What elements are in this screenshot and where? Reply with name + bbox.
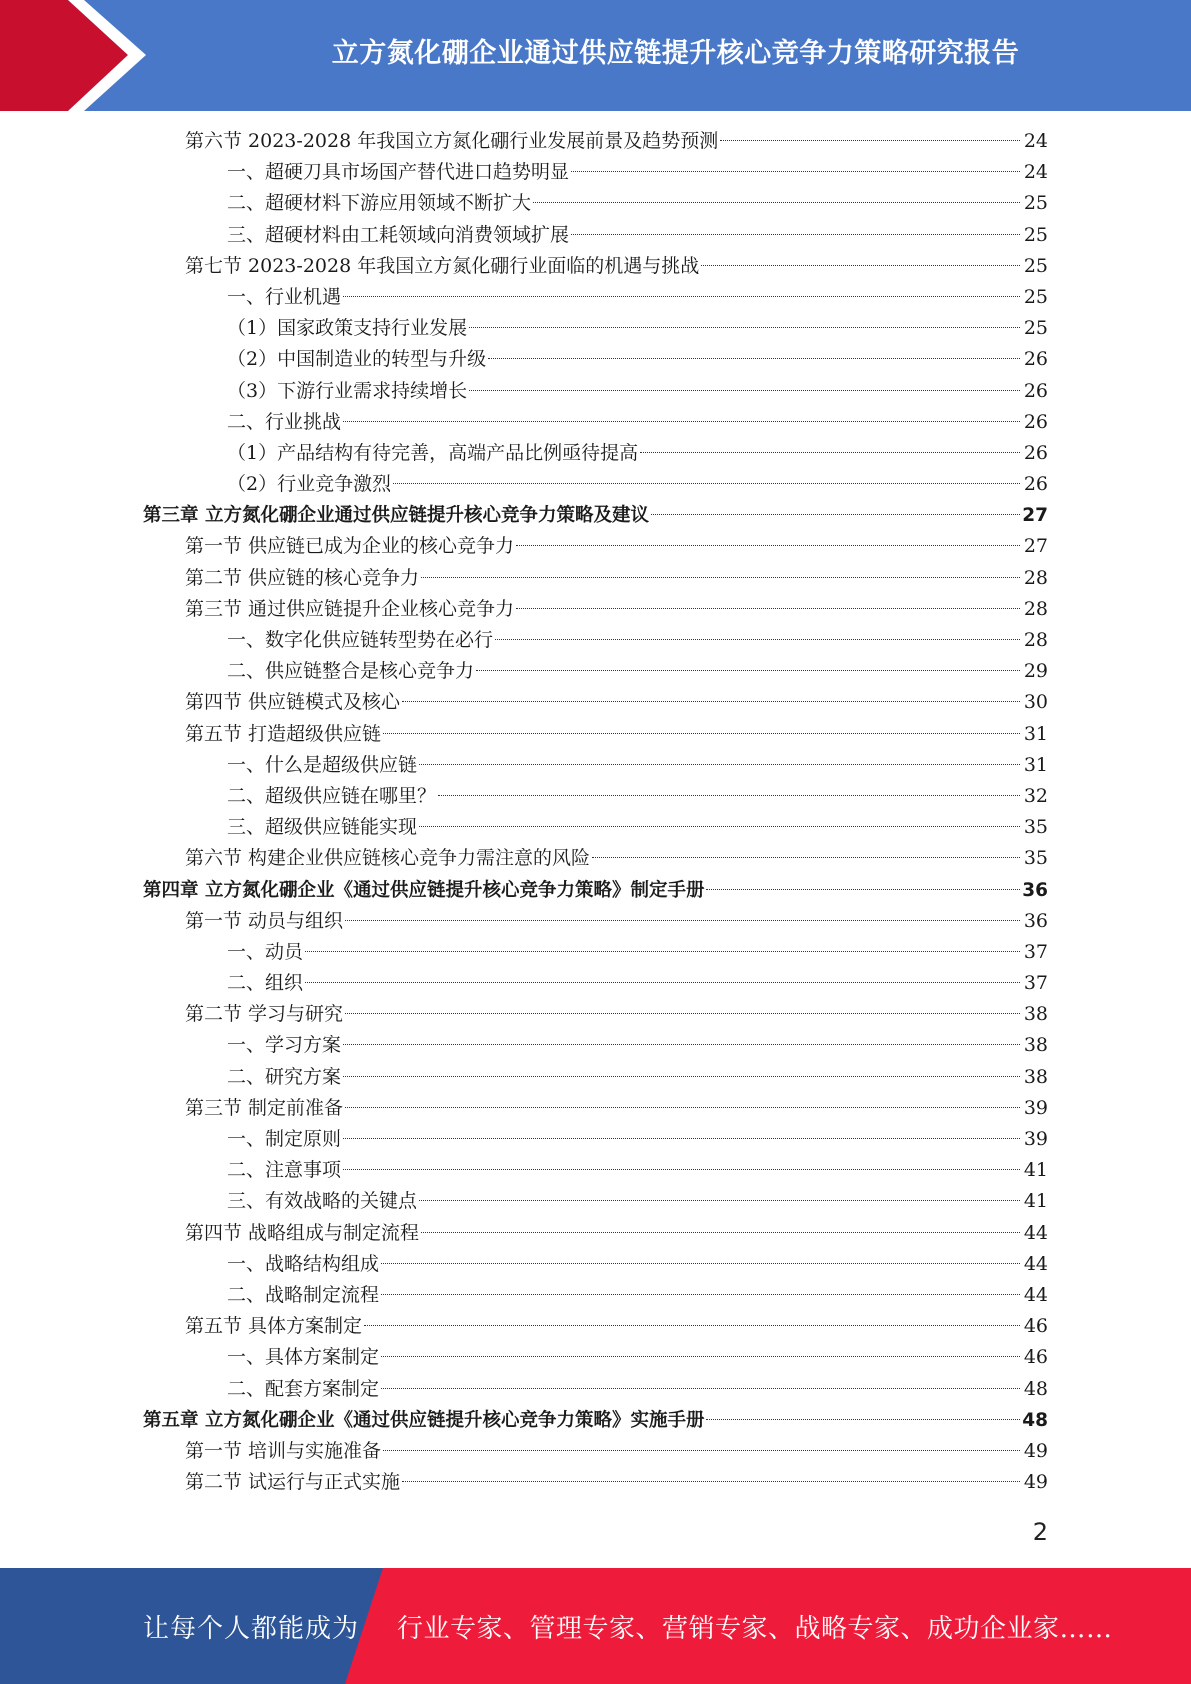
toc-entry[interactable] bbox=[0, 313, 1191, 344]
toc-entry-page: 48 bbox=[1023, 1377, 1048, 1400]
toc-entry[interactable] bbox=[0, 376, 1191, 407]
toc-dot-leader bbox=[469, 327, 1020, 328]
toc-entry[interactable] bbox=[0, 469, 1191, 500]
toc-entry-page: 46 bbox=[1023, 1346, 1048, 1369]
toc-entry-title: 一、战略结构组成 bbox=[227, 1252, 380, 1275]
toc-entry-page: 31 bbox=[1023, 722, 1048, 745]
toc-entry-title: 一、数字化供应链转型势在必行 bbox=[227, 629, 494, 651]
toc-entry-title: （2）中国制造业的转型与升级 bbox=[227, 348, 487, 371]
toc-entry[interactable] bbox=[0, 843, 1191, 874]
page-title: 立方氮化硼企业通过供应链提升核心竞争力策略研究报告 bbox=[331, 37, 1020, 69]
toc-chapter-entry[interactable] bbox=[0, 1405, 1191, 1436]
toc-dot-leader bbox=[393, 483, 1020, 484]
toc-entry-page: 48 bbox=[1022, 1409, 1048, 1431]
header-chevron-decoration bbox=[0, 0, 160, 111]
toc-entry-title: 二、研究方案 bbox=[227, 1065, 342, 1088]
toc-entry-title: 三、超级供应链能实现 bbox=[227, 816, 418, 839]
toc-entry-page: 24 bbox=[1023, 161, 1048, 184]
toc-entry[interactable] bbox=[0, 1218, 1191, 1249]
toc-entry[interactable] bbox=[0, 999, 1191, 1030]
toc-dot-leader bbox=[343, 296, 1020, 297]
toc-entry[interactable] bbox=[0, 1062, 1191, 1093]
toc-entry-page: 41 bbox=[1023, 1190, 1048, 1213]
toc-dot-leader bbox=[343, 1076, 1020, 1077]
toc-dot-leader bbox=[305, 951, 1020, 952]
toc-entry-title: 第五节 打造超级供应链 bbox=[185, 722, 382, 745]
toc-entry[interactable] bbox=[0, 344, 1191, 375]
toc-dot-leader bbox=[343, 1169, 1020, 1170]
toc-entry[interactable] bbox=[0, 563, 1191, 594]
toc-entry[interactable] bbox=[0, 656, 1191, 687]
toc-entry-title: 第一节 培训与实施准备 bbox=[185, 1439, 382, 1462]
toc-entry[interactable] bbox=[0, 781, 1191, 812]
toc-entry[interactable] bbox=[0, 1249, 1191, 1280]
toc-entry-page: 26 bbox=[1023, 441, 1048, 464]
toc-entry-title: 第六节 构建企业供应链核心竞争力需注意的风险 bbox=[185, 847, 591, 870]
toc-entry-page: 25 bbox=[1023, 192, 1048, 215]
toc-entry[interactable] bbox=[0, 531, 1191, 562]
toc-entry[interactable] bbox=[0, 1155, 1191, 1186]
toc-entry-title: 二、战略制定流程 bbox=[227, 1283, 380, 1306]
toc-entry-title: 二、组织 bbox=[227, 972, 304, 995]
toc-entry-title: 第四节 供应链模式及核心 bbox=[185, 691, 401, 714]
toc-entry-page: 28 bbox=[1023, 597, 1048, 620]
toc-entry-page: 35 bbox=[1023, 816, 1048, 839]
toc-dot-leader bbox=[402, 701, 1020, 702]
toc-entry-page: 37 bbox=[1023, 940, 1048, 963]
toc-entry-page: 37 bbox=[1023, 972, 1048, 995]
toc-dot-leader bbox=[640, 452, 1020, 453]
toc-entry-title: 第五节 具体方案制定 bbox=[185, 1315, 363, 1338]
toc-entry-title: 二、配套方案制定 bbox=[227, 1377, 380, 1400]
toc-entry-page: 24 bbox=[1023, 130, 1048, 152]
toc-entry-page: 44 bbox=[1023, 1221, 1048, 1244]
toc-entry-title: 第三章 立方氮化硼企业通过供应链提升核心竞争力策略及建议 bbox=[143, 505, 649, 527]
toc-entry-page: 25 bbox=[1023, 223, 1048, 246]
toc-entry[interactable] bbox=[0, 1280, 1191, 1311]
toc-dot-leader bbox=[383, 1450, 1020, 1451]
toc-dot-leader bbox=[720, 140, 1020, 141]
toc-dot-leader bbox=[343, 421, 1020, 422]
toc-entry-title: 三、超硬材料由工耗领域向消费领域扩展 bbox=[227, 223, 570, 246]
toc-entry[interactable] bbox=[0, 812, 1191, 843]
toc-entry-page: 27 bbox=[1023, 535, 1048, 558]
toc-dot-leader bbox=[438, 795, 1020, 796]
toc-dot-leader bbox=[381, 1263, 1020, 1264]
toc-dot-leader bbox=[381, 1294, 1020, 1295]
toc-dot-leader bbox=[402, 1481, 1020, 1482]
toc-entry-title: 第七节 2023-2028 年我国立方氮化硼行业面临的机遇与挑战 bbox=[185, 254, 700, 277]
toc-dot-leader bbox=[571, 171, 1020, 172]
toc-entry-page: 28 bbox=[1023, 629, 1048, 651]
toc-dot-leader bbox=[651, 514, 1020, 515]
toc-entry-title: 二、行业挑战 bbox=[227, 410, 342, 433]
toc-dot-leader bbox=[345, 920, 1020, 921]
toc-dot-leader bbox=[571, 234, 1020, 235]
toc-entry[interactable] bbox=[0, 126, 1191, 157]
toc-entry[interactable] bbox=[0, 1342, 1191, 1373]
toc-entry-title: 二、超硬材料下游应用领域不断扩大 bbox=[227, 192, 532, 215]
toc-entry-page: 39 bbox=[1023, 1096, 1048, 1119]
toc-entry[interactable] bbox=[0, 157, 1191, 188]
toc-entry[interactable] bbox=[0, 1030, 1191, 1061]
toc-entry[interactable] bbox=[0, 937, 1191, 968]
toc-dot-leader bbox=[381, 1356, 1020, 1357]
toc-entry-page: 41 bbox=[1023, 1159, 1048, 1182]
toc-entry-page: 25 bbox=[1023, 254, 1048, 277]
toc-entry-title: （3）下游行业需求持续增长 bbox=[227, 379, 468, 402]
toc-entry-title: 第四章 立方氮化硼企业《通过供应链提升核心竞争力策略》制定手册 bbox=[143, 879, 705, 901]
toc-dot-leader bbox=[383, 733, 1020, 734]
toc-entry-title: 一、超硬刀具市场国产替代进口趋势明显 bbox=[227, 161, 570, 184]
toc-entry-page: 49 bbox=[1023, 1439, 1048, 1462]
toc-entry-title: 第五章 立方氮化硼企业《通过供应链提升核心竞争力策略》实施手册 bbox=[143, 1409, 705, 1431]
toc-entry[interactable] bbox=[0, 1124, 1191, 1155]
toc-dot-leader bbox=[706, 889, 1020, 890]
toc-entry-page: 26 bbox=[1023, 410, 1048, 433]
toc-entry-title: 第二节 试运行与正式实施 bbox=[185, 1471, 401, 1494]
toc-entry-title: 第二节 学习与研究 bbox=[185, 1003, 344, 1026]
header-bar bbox=[0, 0, 1191, 111]
toc-entry-title: 三、有效战略的关键点 bbox=[227, 1190, 418, 1213]
toc-dot-leader bbox=[343, 1138, 1020, 1139]
toc-entry-page: 25 bbox=[1023, 317, 1048, 340]
toc-entry-title: 一、学习方案 bbox=[227, 1034, 342, 1057]
toc-entry-title: （2）行业竞争激烈 bbox=[227, 473, 392, 496]
toc-entry-title: （1）国家政策支持行业发展 bbox=[227, 317, 468, 340]
toc-dot-leader bbox=[495, 639, 1020, 640]
toc-dot-leader bbox=[421, 577, 1020, 578]
toc-entry-page: 44 bbox=[1023, 1283, 1048, 1306]
toc-entry-page: 46 bbox=[1023, 1315, 1048, 1338]
toc-dot-leader bbox=[701, 265, 1020, 266]
toc-entry[interactable] bbox=[0, 282, 1191, 313]
toc-entry[interactable] bbox=[0, 407, 1191, 438]
toc-dot-leader bbox=[305, 982, 1020, 983]
toc-entry-title: 一、什么是超级供应链 bbox=[227, 753, 418, 776]
toc-entry-page: 38 bbox=[1023, 1034, 1048, 1057]
footer-slogan-left: 让每个人都能成为 bbox=[143, 1613, 360, 1644]
footer-bar bbox=[0, 1568, 1191, 1684]
toc-dot-leader bbox=[592, 857, 1020, 858]
toc-entry-page: 25 bbox=[1023, 285, 1048, 308]
toc-entry-page: 26 bbox=[1023, 473, 1048, 496]
toc-entry-title: 二、超级供应链在哪里？ bbox=[227, 784, 437, 807]
toc-entry[interactable] bbox=[0, 1436, 1191, 1467]
toc-dot-leader bbox=[533, 202, 1020, 203]
toc-entry-page: 30 bbox=[1023, 691, 1048, 714]
toc-entry-title: 一、动员 bbox=[227, 940, 304, 963]
toc-entry-page: 39 bbox=[1023, 1128, 1048, 1150]
toc-entry[interactable] bbox=[0, 750, 1191, 781]
toc-entry-page: 26 bbox=[1023, 348, 1048, 371]
toc-entry-title: 第二节 供应链的核心竞争力 bbox=[185, 566, 420, 589]
toc-dot-leader bbox=[419, 764, 1020, 765]
toc-dot-leader bbox=[419, 826, 1020, 827]
toc-entry[interactable] bbox=[0, 251, 1191, 282]
toc-entry[interactable] bbox=[0, 1186, 1191, 1217]
toc-dot-leader bbox=[343, 1044, 1020, 1045]
toc-chapter-entry[interactable] bbox=[0, 500, 1191, 531]
toc-entry-page: 36 bbox=[1022, 879, 1048, 901]
toc-dot-leader bbox=[516, 608, 1020, 609]
toc-dot-leader bbox=[381, 1388, 1020, 1389]
toc-dot-leader bbox=[516, 545, 1020, 546]
toc-entry-page: 29 bbox=[1023, 660, 1048, 683]
toc-entry-page: 36 bbox=[1023, 909, 1048, 932]
toc-entry-page: 35 bbox=[1023, 847, 1048, 870]
toc-entry[interactable] bbox=[0, 220, 1191, 251]
toc-entry-title: 第一节 动员与组织 bbox=[185, 909, 344, 932]
footer-slogan-right: 行业专家、管理专家、营销专家、战略专家、成功企业家…… bbox=[397, 1613, 1113, 1644]
toc-entry[interactable] bbox=[0, 188, 1191, 219]
toc-dot-leader bbox=[345, 1013, 1020, 1014]
toc-entry-page: 28 bbox=[1023, 566, 1048, 589]
toc-entry[interactable] bbox=[0, 906, 1191, 937]
toc-entry-page: 38 bbox=[1023, 1065, 1048, 1088]
toc-entry-title: （1）产品结构有待完善，高端产品比例亟待提高 bbox=[227, 441, 639, 464]
toc-entry-title: 第六节 2023-2028 年我国立方氮化硼行业发展前景及趋势预测 bbox=[185, 130, 719, 152]
toc-entry[interactable] bbox=[0, 968, 1191, 999]
toc-entry-page: 49 bbox=[1023, 1471, 1048, 1494]
toc-entry-page: 31 bbox=[1023, 753, 1048, 776]
toc-entry-page: 27 bbox=[1022, 505, 1048, 527]
toc-entry-title: 一、具体方案制定 bbox=[227, 1346, 380, 1369]
toc-entry-page: 32 bbox=[1023, 784, 1048, 807]
toc-entry[interactable] bbox=[0, 625, 1191, 656]
toc-entry-title: 第一节 供应链已成为企业的核心竞争力 bbox=[185, 535, 515, 558]
toc-entry[interactable] bbox=[0, 594, 1191, 625]
toc-entry-page: 26 bbox=[1023, 379, 1048, 402]
toc-dot-leader bbox=[364, 1325, 1020, 1326]
toc-entry[interactable] bbox=[0, 1093, 1191, 1124]
toc-entry-title: 一、制定原则 bbox=[227, 1128, 342, 1150]
toc-chapter-entry[interactable] bbox=[0, 875, 1191, 906]
toc-entry[interactable] bbox=[0, 438, 1191, 469]
toc-dot-leader bbox=[469, 390, 1020, 391]
toc-dot-leader bbox=[706, 1419, 1020, 1420]
toc-entry-page: 44 bbox=[1023, 1252, 1048, 1275]
page-number: 2 bbox=[1032, 1518, 1048, 1546]
table-of-contents bbox=[0, 126, 1191, 1498]
toc-dot-leader bbox=[421, 1232, 1020, 1233]
toc-entry-page: 38 bbox=[1023, 1003, 1048, 1026]
toc-dot-leader bbox=[419, 1200, 1020, 1201]
toc-entry-title: 二、供应链整合是核心竞争力 bbox=[227, 660, 475, 683]
toc-dot-leader bbox=[345, 1107, 1020, 1108]
toc-entry[interactable] bbox=[0, 687, 1191, 718]
toc-entry-title: 第三节 通过供应链提升企业核心竞争力 bbox=[185, 597, 515, 620]
toc-entry-title: 第四节 战略组成与制定流程 bbox=[185, 1221, 420, 1244]
toc-entry[interactable] bbox=[0, 1374, 1191, 1405]
toc-dot-leader bbox=[488, 358, 1020, 359]
toc-entry-title: 第三节 制定前准备 bbox=[185, 1096, 344, 1119]
toc-entry[interactable] bbox=[0, 1311, 1191, 1342]
toc-entry[interactable] bbox=[0, 719, 1191, 750]
toc-entry-title: 一、行业机遇 bbox=[227, 285, 342, 308]
toc-dot-leader bbox=[476, 670, 1020, 671]
toc-entry-title: 二、注意事项 bbox=[227, 1159, 342, 1182]
toc-entry[interactable] bbox=[0, 1467, 1191, 1498]
